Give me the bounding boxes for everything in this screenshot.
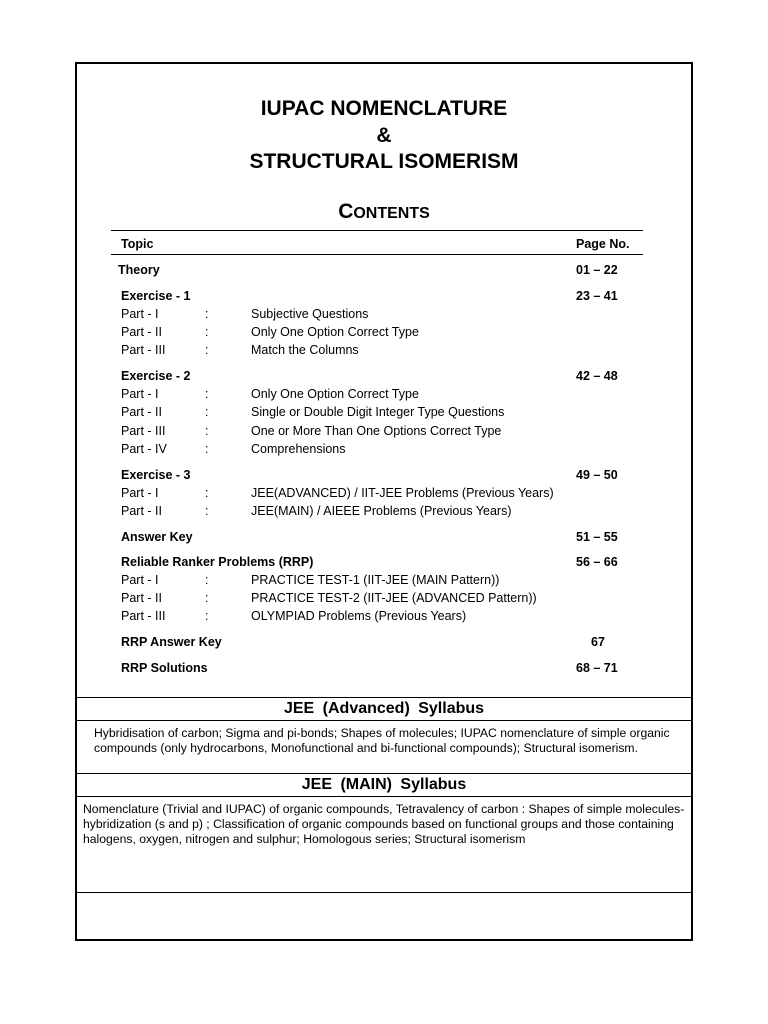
table-top-rule [111,230,643,231]
rrp-part-label: Part - III [121,609,166,623]
ex2-part-separator: : [205,387,209,401]
ex2-part-label: Part - III [121,424,166,438]
ex1-part-description: Subjective Questions [251,307,369,321]
ex3-part-separator: : [205,504,209,518]
ex1-part-separator: : [205,343,209,357]
row-theory-label: Theory [118,263,160,277]
page-frame [75,62,693,941]
row-rrp-answer-key-pages: 67 [591,635,605,649]
ex2-part-description: Comprehensions [251,442,346,456]
main-syllabus-title-rule [77,796,691,797]
advanced-syllabus-line: Hybridisation of carbon; Sigma and pi-bonds; Shapes of molecules; IUPAC nomenclature of simple organic [94,726,670,740]
ex1-part-separator: : [205,325,209,339]
ex2-part-separator: : [205,424,209,438]
ex2-part-description: One or More Than One Options Correct Type [251,424,502,438]
row-exercise1-pages: 23 – 41 [576,289,618,303]
row-rrp-label: Reliable Ranker Problems (RRP) [121,555,314,569]
ex2-part-label: Part - II [121,405,162,419]
ex1-part-description: Match the Columns [251,343,359,357]
ex3-part-label: Part - II [121,504,162,518]
advanced-syllabus-text [94,726,670,756]
advanced-syllabus-top-rule [77,697,691,698]
advanced-syllabus-title: JEE (Advanced) Syllabus [283,700,485,717]
row-theory-pages: 01 – 22 [576,263,618,277]
contents-heading [77,200,691,224]
bottom-section-rule [77,892,691,893]
ex2-part-label: Part - IV [121,442,167,456]
rrp-part-description: PRACTICE TEST-2 (IIT-JEE (ADVANCED Pattern)) [251,591,537,605]
ex3-part-description: JEE(ADVANCED) / IIT-JEE Problems (Previous Years) [251,486,554,500]
advanced-syllabus-title-rule [77,720,691,721]
row-answer-key-pages: 51 – 55 [576,530,618,544]
ex1-part-description: Only One Option Correct Type [251,325,419,339]
ex1-part-label: Part - III [121,343,166,357]
ex2-part-separator: : [205,442,209,456]
ex2-part-label: Part - I [121,387,159,401]
contents-heading-rest: ONTENTS [353,205,430,222]
row-exercise3-pages: 49 – 50 [576,468,618,482]
ex2-part-description: Only One Option Correct Type [251,387,419,401]
title-line-3: STRUCTURAL ISOMERISM [249,150,519,173]
rrp-part-separator: : [205,573,209,587]
ex3-part-description: JEE(MAIN) / AIEEE Problems (Previous Years) [251,504,512,518]
ex1-part-label: Part - I [121,307,159,321]
main-syllabus-line: Nomenclature (Trivial and IUPAC) of organic compounds, Tetravalency of carbon : Shapes of simple molecules- [83,802,685,816]
rrp-part-separator: : [205,591,209,605]
main-syllabus-title: JEE (MAIN) Syllabus [301,776,467,793]
column-header-topic: Topic [121,237,154,251]
rrp-part-separator: : [205,609,209,623]
row-answer-key-label: Answer Key [121,530,193,544]
table-header-rule [111,254,643,255]
main-syllabus-line: hybridization (s and p) ; Classification of organic compounds based on functional groups and those containing [83,817,674,831]
row-exercise2-label: Exercise - 2 [121,369,191,383]
column-header-page: Page No. [576,237,630,251]
rrp-part-description: PRACTICE TEST-1 (IIT-JEE (MAIN Pattern)) [251,573,500,587]
row-rrp-solutions-label: RRP Solutions [121,661,208,675]
rrp-part-description: OLYMPIAD Problems (Previous Years) [251,609,467,623]
row-rrp-solutions-pages: 68 – 71 [576,661,618,675]
ex1-part-separator: : [205,307,209,321]
contents-heading-initial: C [338,200,354,223]
row-rrp-pages: 56 – 66 [576,555,618,569]
ex2-part-description: Single or Double Digit Integer Type Questions [251,405,505,419]
rrp-part-label: Part - I [121,573,159,587]
row-rrp-answer-key-label: RRP Answer Key [121,635,222,649]
main-syllabus-top-rule [77,773,691,774]
title-line-1: IUPAC NOMENCLATURE [260,97,508,120]
row-exercise1-label: Exercise - 1 [121,289,191,303]
ex3-part-label: Part - I [121,486,159,500]
ex1-part-label: Part - II [121,325,162,339]
ex3-part-separator: : [205,486,209,500]
title-ampersand: & [376,124,392,147]
row-exercise3-label: Exercise - 3 [121,468,191,482]
main-syllabus-line: halogens, oxygen, nitrogen and sulphur; Homologous series; Structural isomerism [83,832,526,846]
rrp-part-label: Part - II [121,591,162,605]
main-syllabus-text [83,802,684,847]
advanced-syllabus-line: compounds (only hydrocarbons, Monofunctional and bi-functional compounds); Structural isomerism. [94,741,638,755]
row-exercise2-pages: 42 – 48 [576,369,618,383]
ex2-part-separator: : [205,405,209,419]
